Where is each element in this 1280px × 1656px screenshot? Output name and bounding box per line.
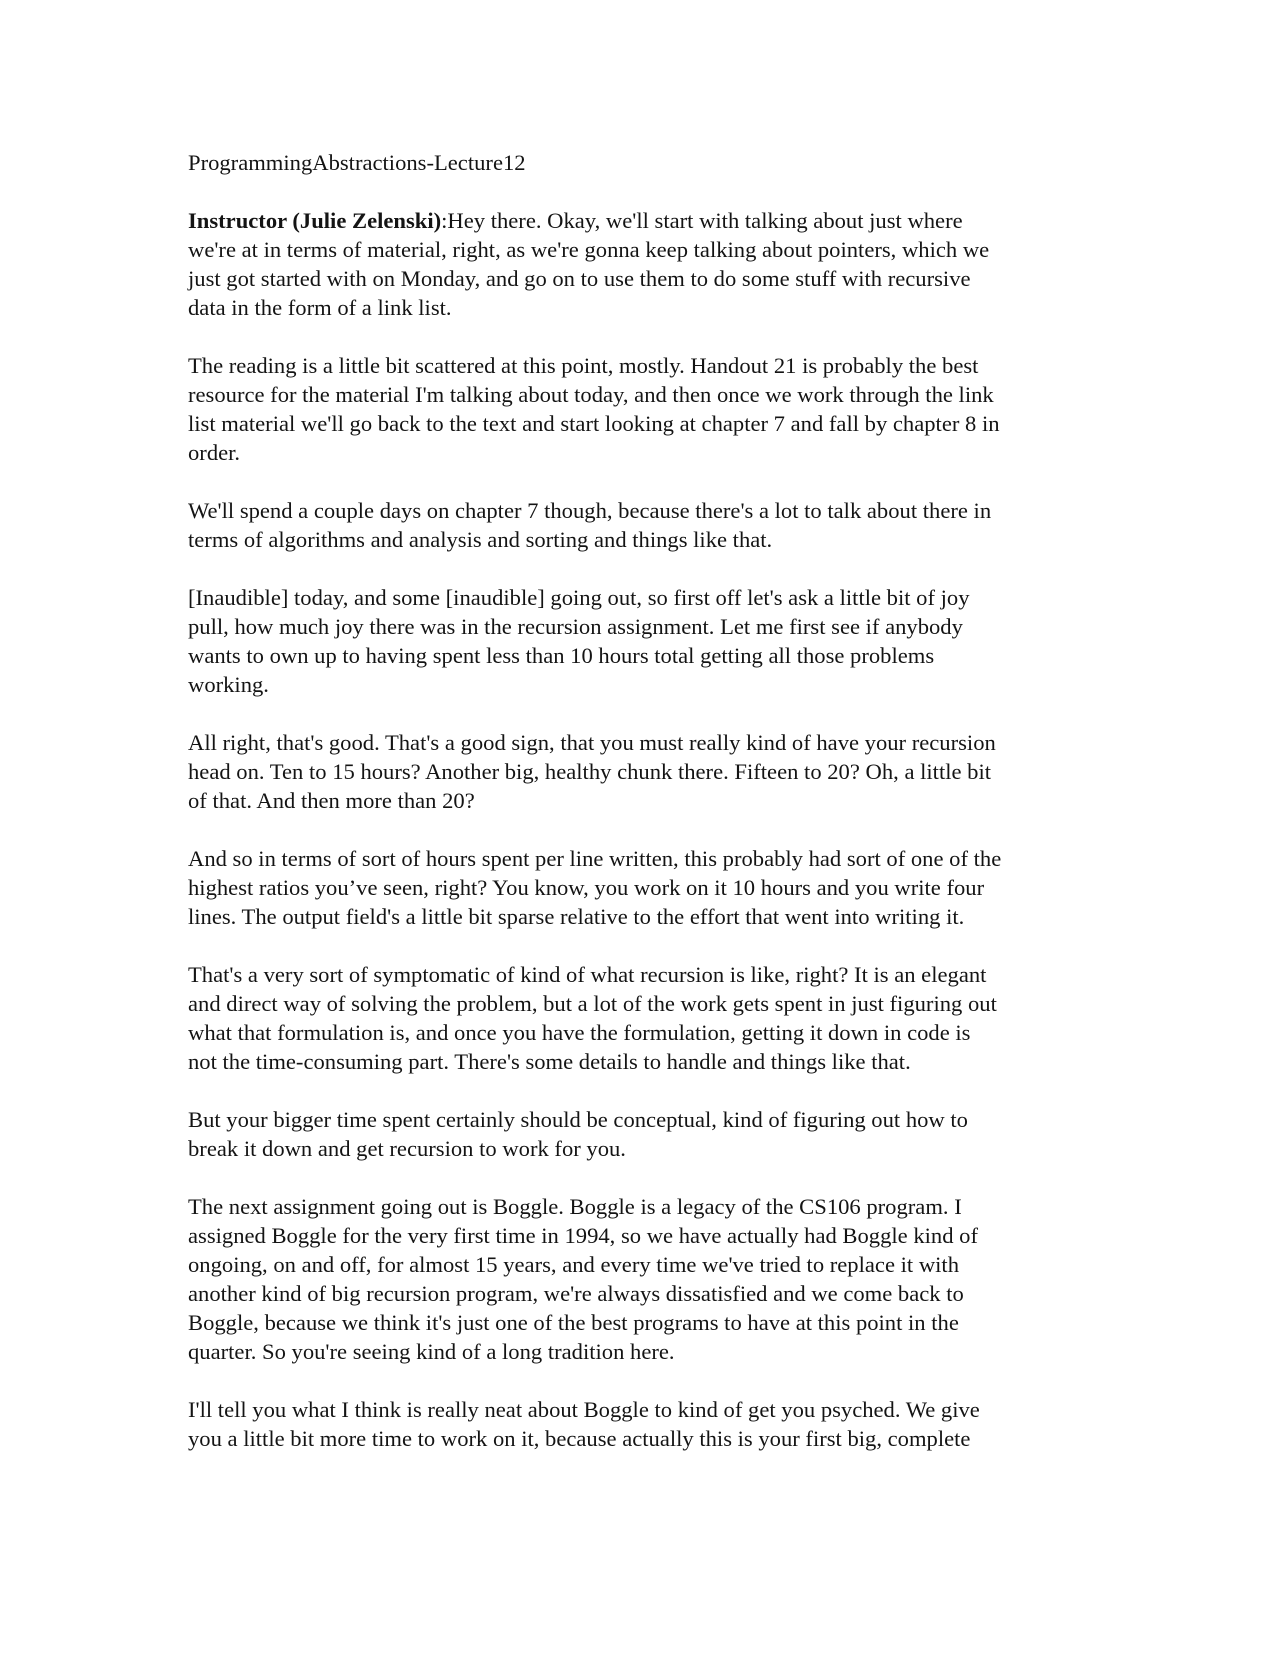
paragraph-line: The next assignment going out is Boggle. Boggle is a legacy of the CS106 program. I (188, 1194, 962, 1219)
paragraph-line: That's a very sort of symptomatic of kind of what recursion is like, right? It is an elegant (188, 962, 987, 987)
paragraph-line: list material we'll go back to the text and start looking at chapter 7 and fall by chapter 8 in (188, 411, 1000, 436)
paragraph-line: data in the form of a link list. (188, 295, 452, 320)
paragraph-line: ongoing, on and off, for almost 15 years, and every time we've tried to replace it with (188, 1252, 959, 1277)
speaker-name: Instructor (Julie Zelenski) (188, 208, 442, 233)
paragraph-conceptual (188, 1105, 1108, 1163)
paragraph-line: order. (188, 440, 241, 465)
paragraph-line: what that formulation is, and once you have the formulation, getting it down in code is (188, 1020, 971, 1045)
paragraph-boggle (188, 1192, 1108, 1366)
paragraph-line: Boggle, because we think it's just one of the best programs to have at this point in the (188, 1310, 959, 1335)
paragraph-line: All right, that's good. That's a good sign, that you must really kind of have your recursion (188, 730, 996, 755)
paragraph-line: And so in terms of sort of hours spent per line written, this probably had sort of one of the (188, 846, 1002, 871)
paragraph-intro (188, 206, 1108, 322)
paragraph-line: We'll spend a couple days on chapter 7 though, because there's a lot to talk about there in (188, 498, 992, 523)
paragraph-line: another kind of big recursion program, we're always dissatisfied and we come back to (188, 1281, 964, 1306)
paragraph-line: of that. And then more than 20? (188, 788, 475, 813)
paragraph-line: break it down and get recursion to work for you. (188, 1136, 626, 1161)
paragraph-line: highest ratios you’ve seen, right? You know, you work on it 10 hours and you write four (188, 875, 985, 900)
paragraph-line: quarter. So you're seeing kind of a long tradition here. (188, 1339, 675, 1364)
paragraph-line: terms of algorithms and analysis and sorting and things like that. (188, 527, 773, 552)
paragraph-reading (188, 351, 1108, 467)
paragraph-line: just got started with on Monday, and go on to use them to do some stuff with recursive (188, 266, 971, 291)
paragraph-line: But your bigger time spent certainly should be conceptual, kind of figuring out how to (188, 1107, 968, 1132)
document-body (188, 148, 1108, 1482)
paragraph-line: and direct way of solving the problem, but a lot of the work gets spent in just figuring out (188, 991, 997, 1016)
speaker-line-text: :Hey there. Okay, we'll start with talking about just where (441, 208, 963, 233)
paragraph-line: assigned Boggle for the very first time in 1994, so we have actually had Boggle kind of (188, 1223, 978, 1248)
paragraph-boggle-neat (188, 1395, 1108, 1453)
paragraph-ratio (188, 844, 1108, 931)
paragraph-line: lines. The output field's a little bit sparse relative to the effort that went into writing it. (188, 904, 965, 929)
paragraph-line (188, 206, 1108, 235)
paragraph-hours (188, 728, 1108, 815)
document-title: ProgrammingAbstractions-Lecture12 (188, 150, 526, 175)
paragraph-line: pull, how much joy there was in the recursion assignment. Let me first see if anybody (188, 614, 963, 639)
paragraph-joy-poll (188, 583, 1108, 699)
paragraph-line: resource for the material I'm talking about today, and then once we work through the link (188, 382, 994, 407)
paragraph-line: head on. Ten to 15 hours? Another big, healthy chunk there. Fifteen to 20? Oh, a little bit (188, 759, 992, 784)
paragraph-line: not the time-consuming part. There's some details to handle and things like that. (188, 1049, 911, 1074)
paragraph-chapter-7 (188, 496, 1108, 554)
paragraph-symptomatic (188, 960, 1108, 1076)
paragraph-line: working. (188, 672, 269, 697)
paragraph-line: The reading is a little bit scattered at this point, mostly. Handout 21 is probably the best (188, 353, 979, 378)
paragraph-line: you a little bit more time to work on it, because actually this is your first big, complete (188, 1426, 971, 1451)
paragraph-line: I'll tell you what I think is really neat about Boggle to kind of get you psyched. We give (188, 1397, 980, 1422)
paragraph-line: wants to own up to having spent less than 10 hours total getting all those problems (188, 643, 935, 668)
paragraph-line: [Inaudible] today, and some [inaudible] going out, so first off let's ask a little bit of joy (188, 585, 970, 610)
paragraph-line: we're at in terms of material, right, as we're gonna keep talking about pointers, which we (188, 237, 990, 262)
